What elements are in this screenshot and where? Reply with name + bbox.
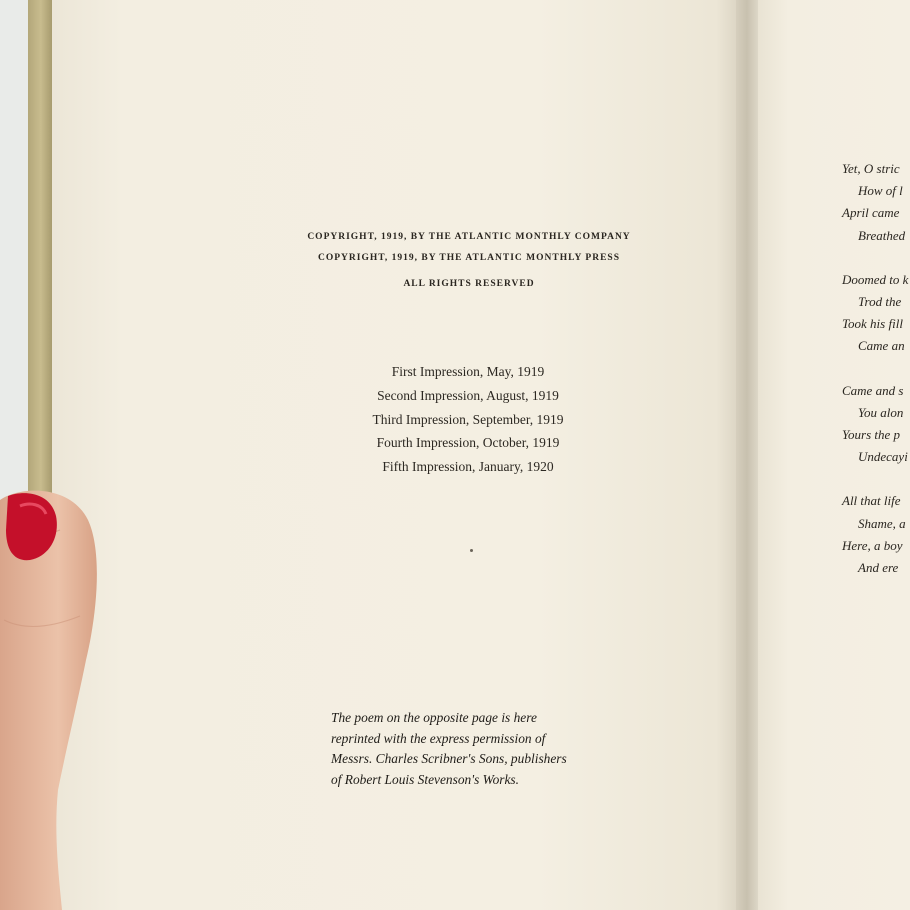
impression-line: Fourth Impression, October, 1919 [376,435,560,451]
poem-line: Took his fill [842,316,903,332]
poem-line: And ere [858,560,899,576]
note-line: The poem on the opposite page is here [331,710,537,725]
impression-line: Fifth Impression, January, 1920 [382,459,554,475]
poem-excerpt [842,158,910,601]
poem-line: You alon [858,404,904,420]
poem-line: Breathed [858,227,906,243]
poem-line: Doomed to k [842,271,909,287]
poem-line: Yet, O stric [842,161,900,176]
copyright-line-2: COPYRIGHT, 1919, BY THE ATLANTIC MONTHLY PRESS [317,253,621,263]
poem-line: Undecayi [858,449,908,465]
copyright-line-1: COPYRIGHT, 1919, BY THE ATLANTIC MONTHLY COMPANY [307,232,631,242]
poem-line: April came [842,205,900,221]
note-line: of Robert Louis Stevenson's Works. [331,771,519,787]
ink-speck [470,549,473,552]
poem-line: Here, a boy [842,537,903,553]
rights-reserved: ALL RIGHTS RESERVED [403,279,535,289]
thumb-holding-book [0,490,100,910]
poem-stanza [842,158,910,247]
note-line: reprinted with the express permission of [331,730,546,746]
book-gutter [736,0,760,910]
permission-note [331,708,621,790]
poem-stanza [842,490,910,579]
poem-line: Shame, a [858,515,906,531]
poem-line: Trod the [858,294,902,310]
impression-line: Third Impression, September, 1919 [372,411,564,427]
poem-line: Came and s [842,382,904,398]
poem-line: Yours the p [842,427,901,443]
impressions-list [288,360,648,479]
poem-line: How of l [858,183,903,199]
poem-line: All that life [842,493,901,509]
poem-stanza [842,380,910,469]
left-page [52,0,744,910]
poem-line: Came an [858,338,905,354]
impression-line: Second Impression, August, 1919 [377,387,559,403]
poem-stanza [842,269,910,358]
right-page [758,0,910,910]
note-line: Messrs. Charles Scribner's Sons, publishers [331,751,567,766]
impression-line: First Impression, May, 1919 [391,364,545,379]
